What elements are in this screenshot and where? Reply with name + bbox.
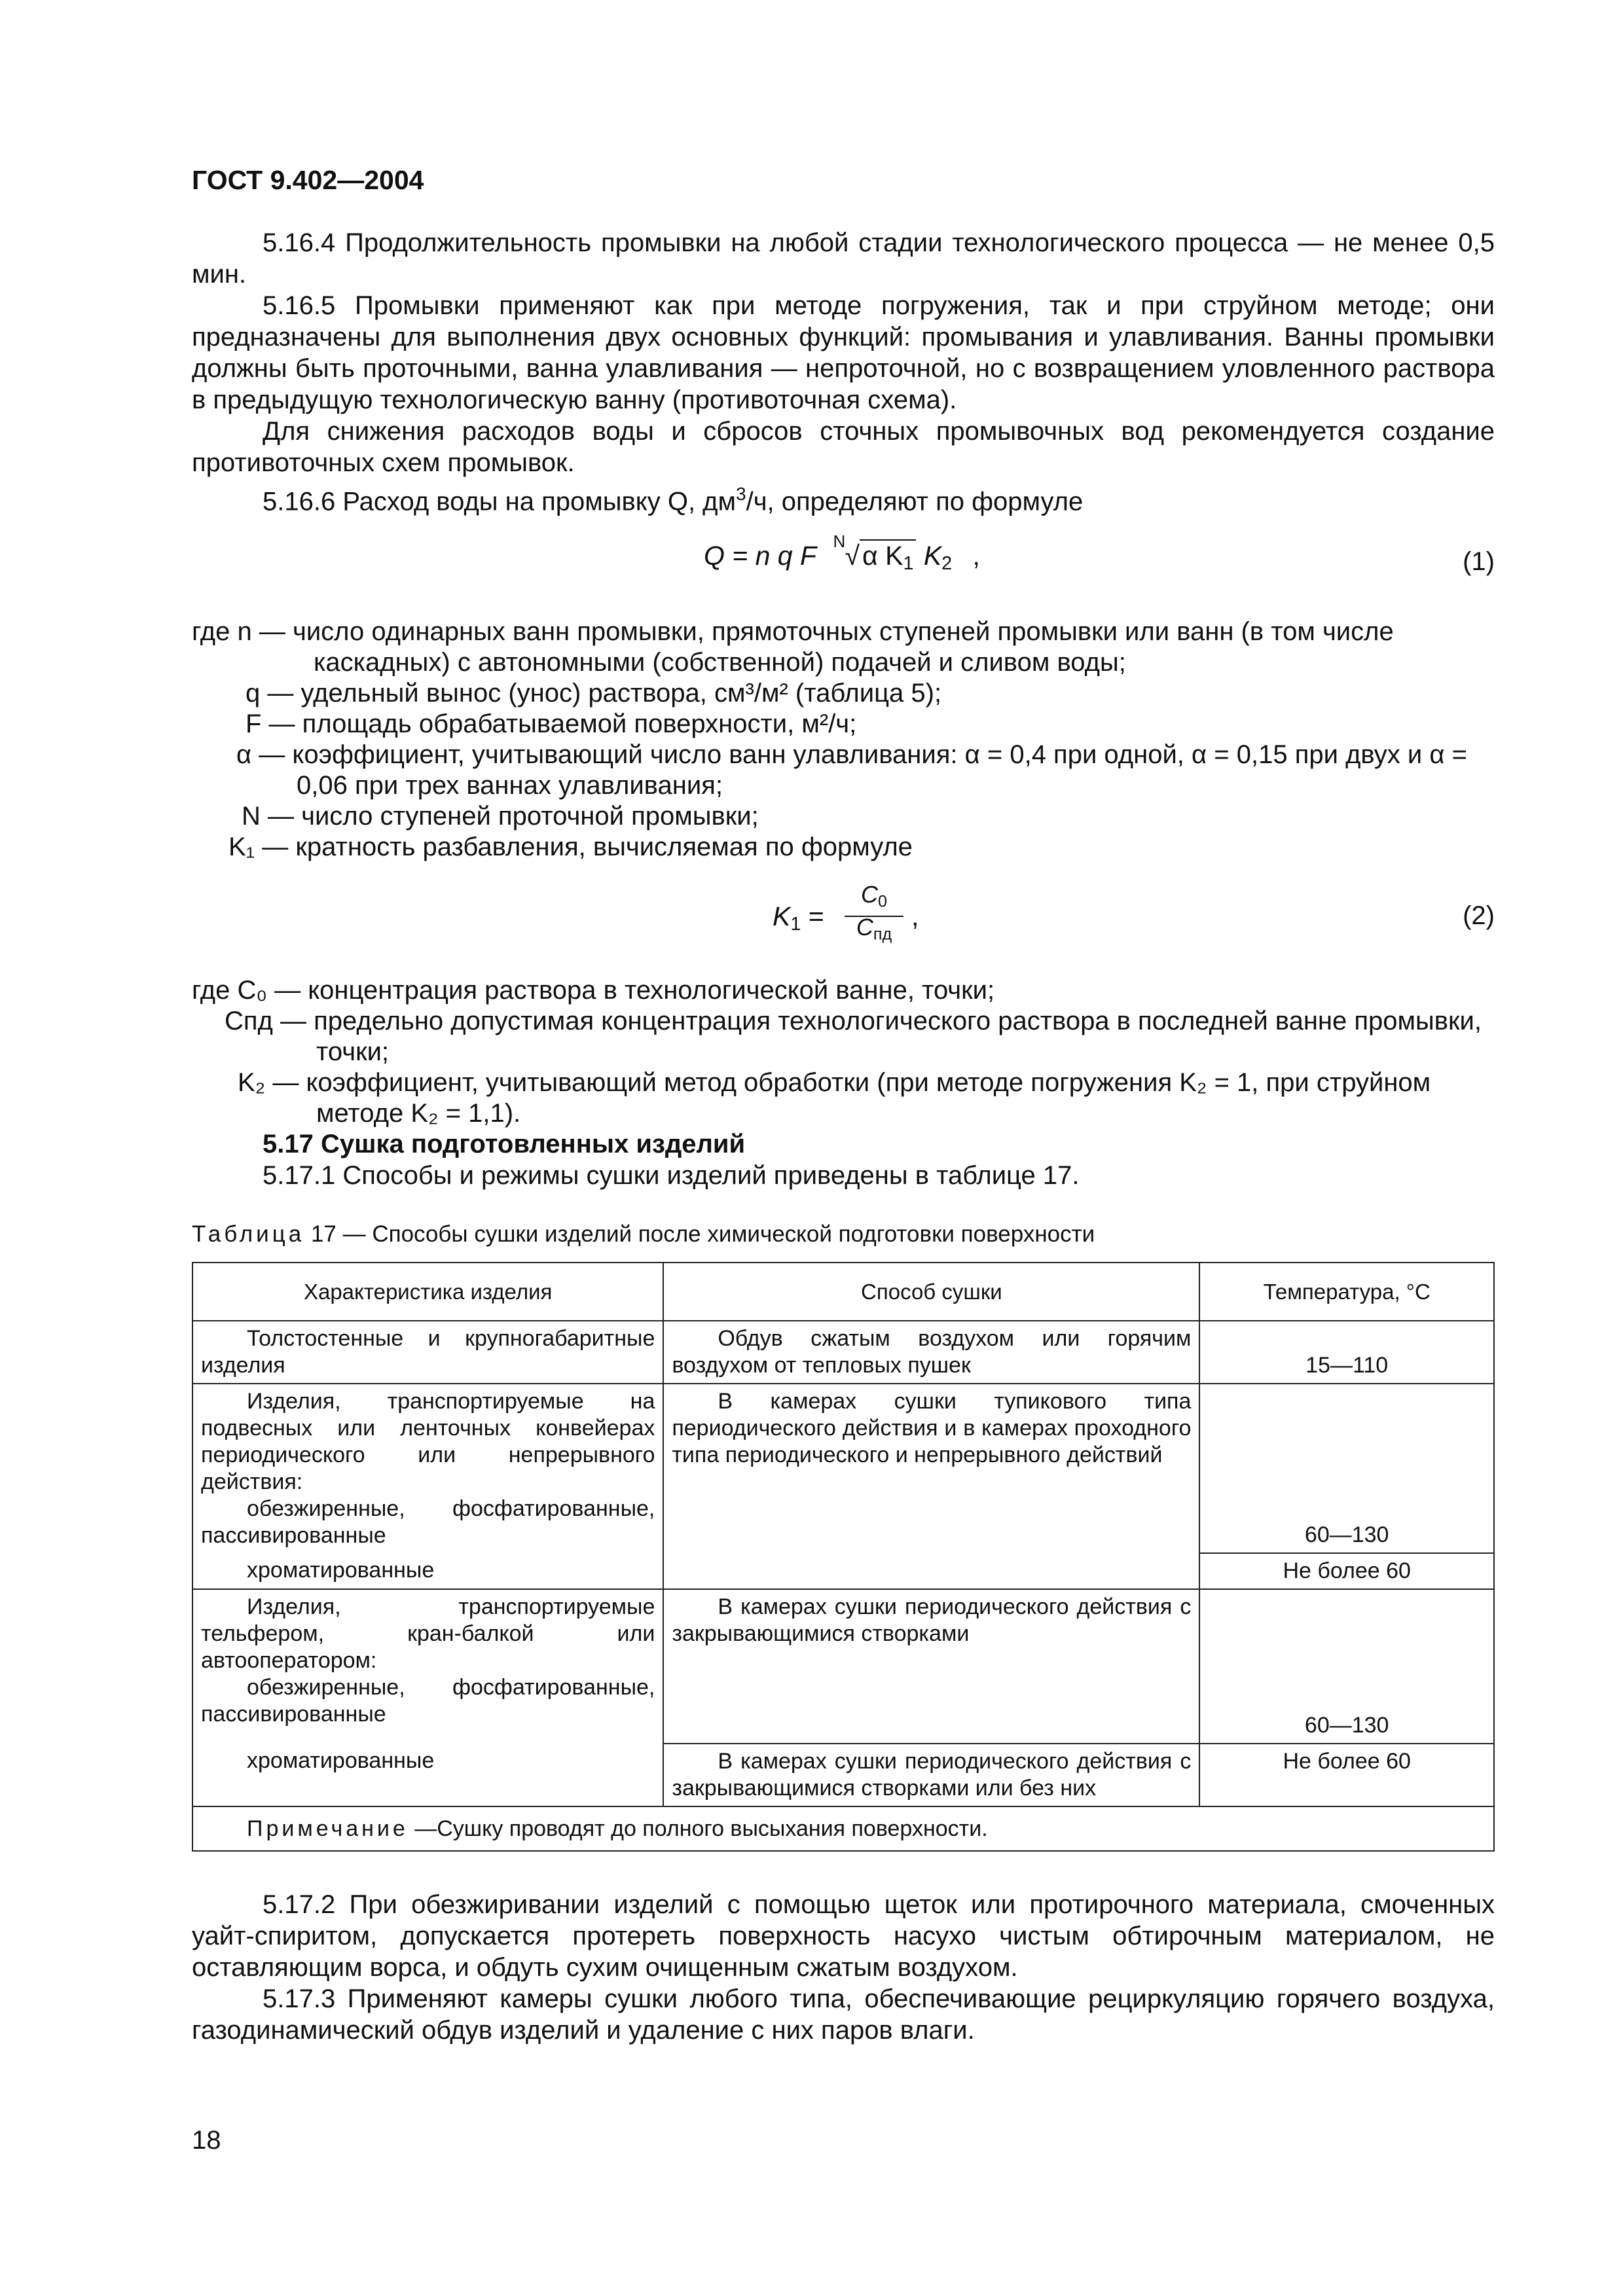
def-n-steps: N — число ступеней проточной промывки; — [242, 802, 759, 831]
def-f: F — площадь обрабатываемой поверхности, м²/ч; — [246, 709, 857, 738]
table-caption: Таблица 17 — Способы сушки изделий после химической подготовки поверхности — [192, 1221, 1095, 1247]
section-heading: 5.17 Сушка подготовленных изделий — [263, 1130, 746, 1158]
def-n: где n — число одинарных ванн промывки, прямоточных ступеней промывки или ванн (в том числе каскадных) с автономными (собственной) подачей и сливом воды; — [192, 617, 1394, 677]
definitions-formula-2 — [192, 975, 1495, 1129]
table-row: Изделия, транспортируемые тельфером, кран-балкой или автооператором: обезжиренные, фосфатированные, пассивированные В камерах сушки периодического действия с закрывающимися створками 60—130 — [192, 1589, 1494, 1744]
after-table-text — [192, 1889, 1495, 2046]
def-k1: K₁ — кратность разбавления, вычисляемая по формуле — [228, 833, 913, 861]
document-page: ГОСТ 9.402—2004 5.16.4 Продолжительность промывки на любой стадии технологического процесса — не менее 0,5 мин. 5.16.5 Промывки применяют как при методе погружения, так и при струйном методе; они предназначены для выполнения двух основных функций: промывания и улавливания. Ванны промывки должны быть проточными, ванна улавливания — непроточной, но с возвращением уловленного раствора в предыдущую технологическую ванну (противоточная схема). Для снижения расходов воды и сбросов сточных промывочных вод рекомендуется создание противоточных схем промывок. 5.16.6 Расход воды на промывку Q, $дм^3/ч$, определяют по формуле Q = n q F N √α $K_1$ $K_2$ , (1) где n — число одинарных ванн промывки, прямоточных ступеней промывки или ванн (в том числе каскадных) с автономными (собственной) подачей и сливом воды; q — удельный вынос (унос) раствора, см³/м² (таблица 5); F — площадь обрабатываемой поверхности, м²/ч; α — коэффициент, учитывающий число ванн улавливания: α = 0,4 при одной, α = 0,15 при двух и α = 0,06 при трех ваннах улавливания; N — число ступеней проточной промывки; K₁ — кратность разбавления, вычисляемая по формуле $K_1$ = $C_0$ $C_{пд}$ , (2) где C₀ — концентрация раствора в технологической ванне, точки; Cпд — предельно допустимая концентрация технологического раствора в последней ванне промывки, точки; K₂ — коэффициент, учитывающий метод обработки (при методе погружения K₂ = 1, при струйном методе K₂ = 1,1). 5.17 Сушка подготовленных изделий 5.17.1 Способы и режимы сушки изделий приведены в таблице 17. Таблица 17 — Способы сушки изделий после химической подготовки поверхности Характеристика изделия Способ сушки Температура, °С Толстостенные и крупногабаритные изделия Обдув сжатым воздухом или горячим воздухом от тепловых пушек 15—110 Изделия, транспортируемые на подвесных или ленточных конвейерах периодического или непрерывного действия: обезжиренные, фосфатированные, пассивированные В камерах сушки тупикового типа периодического действия и в камерах проходного типа периодического и непрерывного действий 60—130 хроматированные Не более 60 Изделия, транспортируемые тельфером, кран-балкой или автооператором: обезжиренные, фосфатированные, пассивированные В камерах сушки периодического действия с закрывающимися створками 60—130 хроматированные В камерах сушки периодического действия с закрывающимися створками или без них Не более 60 Примечание —Сушку проводят до полного высыхания поверхности. 5.17.2 При обезжиривании изделий с помощью щеток или протирочного материала, смоченных уайт-спиритом, допускается протереть поверхность насухо чистым обтирочным материалом, не оставляющим ворса, и обдуть сухим очищенным сжатым воздухом. 5.17.3 Применяют камеры сушки любого типа, обеспечивающие рециркуляцию горячего воздуха, газодинамический обдув изделий и удаление с них паров влаги. 18 — [192, 165, 1495, 2155]
paragraph-5-16-5: 5.16.5 Промывки применяют как при методе погружения, так и при струйном методе; они предназначены для выполнения двух основных функций: промывания и улавливания. Ванны промывки должны быть проточными, ванна улавливания — непроточной, но с возвращением уловленного раствора в предыдущую технологическую ванну (противоточная схема). — [192, 291, 1495, 414]
paragraph-counterflow: Для снижения расходов воды и сбросов сточных промывочных вод рекомендуется создание противоточных схем промывок. — [192, 417, 1495, 477]
table-note-row: Примечание —Сушку проводят до полного высыхания поверхности. — [192, 1806, 1494, 1851]
formula-2-number: (2) — [1463, 901, 1495, 930]
header-characteristic: Характеристика изделия — [192, 1263, 663, 1321]
def-q: q — удельный вынос (унос) раствора, см³/м² (таблица 5); — [246, 679, 942, 708]
header-temperature: Температура, °С — [1199, 1263, 1494, 1321]
def-alpha: α — коэффициент, учитывающий число ванн улавливания: α = 0,4 при одной, α = 0,15 при двух и α = 0,06 при трех ваннах улавливания; — [236, 740, 1467, 800]
table-header-row — [192, 1263, 1494, 1321]
table-row: хроматированные Не более 60 — [192, 1553, 1494, 1589]
section-5-17 — [192, 1128, 1495, 1191]
table-row: Изделия, транспортируемые на подвесных или ленточных конвейерах периодического или непрерывного действия: обезжиренные, фосфатированные, пассивированные В камерах сушки тупикового типа периодического действия и в камерах проходного типа периодического и непрерывного действий 60—130 — [192, 1384, 1494, 1553]
root-sign: N √α $K_1$ — [833, 541, 916, 575]
paragraphs-block — [192, 227, 1495, 517]
paragraph-5-16-4: 5.16.4 Продолжительность промывки на любой стадии технологического процесса — не менее 0,5 мин. — [192, 228, 1495, 289]
paragraph-5-17-3: 5.17.3 Применяют камеры сушки любого типа, обеспечивающие рециркуляцию горячего воздуха, газодинамический обдув изделий и удаление с них паров влаги. — [192, 1984, 1495, 2045]
table-row: хроматированные В камерах сушки периодического действия с закрывающимися створками или без них Не более 60 — [192, 1744, 1494, 1806]
fraction-denominator: $C_{пд}$ — [856, 914, 892, 944]
formula-1: Q = n q F N √α $K_1$ $K_2$ , — [704, 531, 980, 575]
def-k2: K₂ — коэффициент, учитывающий метод обработки (при методе погружения K₂ = 1, при струйном методе K₂ = 1,1). — [238, 1068, 1431, 1128]
drying-table — [192, 1262, 1495, 1852]
paragraph-5-16-6: 5.16.6 Расход воды на промывку Q, $дм^3/ч$, определяют по формуле — [263, 484, 1084, 516]
definitions-formula-1 — [192, 617, 1495, 863]
table-row: Толстостенные и крупногабаритные изделия Обдув сжатым воздухом или горячим воздухом от тепловых пушек 15—110 — [192, 1321, 1494, 1384]
def-c0: где C₀ — концентрация раствора в технологической ванне, точки; — [192, 976, 995, 1005]
root-index: N — [833, 531, 846, 551]
paragraph-5-17-2: 5.17.2 При обезжиривании изделий с помощью щеток или протирочного материала, смоченных уайт-спиритом, допускается протереть поверхность насухо чистым обтирочным материалом, не оставляющим ворса, и обдуть сухим очищенным сжатым воздухом. — [192, 1890, 1495, 1982]
fraction-numerator: $C_0$ — [845, 880, 903, 917]
page-number: 18 — [192, 2126, 221, 2155]
formula-1-number: (1) — [1463, 547, 1495, 576]
header-method: Способ сушки — [663, 1263, 1199, 1321]
document-header: ГОСТ 9.402—2004 — [192, 165, 424, 195]
def-cpd: Cпд — предельно допустимая концентрация технологического раствора в последней ванне промывки, точки; — [225, 1007, 1482, 1066]
paragraph-5-17-1: 5.17.1 Способы и режимы сушки изделий приведены в таблице 17. — [263, 1161, 1080, 1190]
